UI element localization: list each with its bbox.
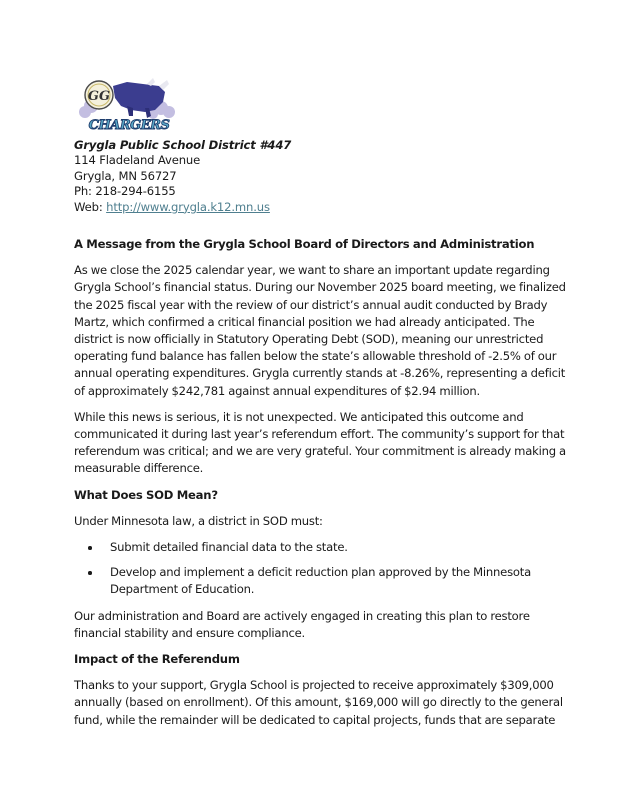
address-line-2: Grygla, MN 56727 [74,168,177,183]
svg-text:GG: GG [87,89,111,104]
list-item: Develop and implement a deficit reduction plan approved by the Minnesota Department of Education. [110,564,574,598]
sod-closing: Our administration and Board are actively engaged in creating this plan to restore financial stability and ensure compliance. [74,608,530,640]
message-title: A Message from the Grygla School Board of Directors and Administration [74,237,535,251]
letter-body [74,236,574,738]
address-line-1: 114 Fladeland Avenue [74,153,201,168]
svg-text:CHARGERS: CHARGERS [88,118,170,133]
paragraph-financial-status: As we close the 2025 calendar year, we want to share an important update regarding Grygla School’s financial status. During our November 2025 board meeting, we finalized the 2025 fiscal year with the review of our district’s annual audit conducted by Brady Martz, which confirmed a critical financial position we had already anticipated. The district is now officially in Statutory Operating Debt (SOD), meaning our unrestricted operating fund balance has fallen below the state’s allowable threshold of -2.5% of our annual operating expenditures. Grygla currently stands at -8.26%, representing a deficit of approximately $242,781 against annual expenditures of $2.94 million. [74,263,566,398]
paragraph-not-unexpected: While this news is serious, it is not unexpected. We anticipated this outcome and communicated it during last year’s referendum effort. The community’s support for that referendum was critical; and we are very grateful. Your commitment is already making a measurable difference. [74,409,566,476]
referendum-paragraph: Thanks to your support, Grygla School is projected to receive approximately $309,000 annually (based on enrollment). Of this amount, $169,000 will go directly to the general fund, while the remainder will be dedicated to capital projects, funds that are separate [74,678,563,727]
sod-intro: Under Minnesota law, a district in SOD must: [74,513,323,528]
sod-requirements-list [74,539,574,599]
phone-number: Ph: 218-294-6155 [74,184,176,199]
web-line [74,200,291,215]
website-link[interactable]: http://www.grygla.k12.mn.us [106,199,270,214]
list-item: Submit detailed financial data to the state. [110,539,574,556]
web-label: Web: [74,199,107,214]
letterhead [74,138,291,215]
referendum-heading: Impact of the Referendum [74,652,240,667]
sod-heading: What Does SOD Mean? [74,487,218,502]
district-name: Grygla Public School District #447 [74,138,292,152]
chargers-logo [75,76,183,134]
chargers-wordmark [83,118,175,133]
gg-monogram [85,81,113,109]
